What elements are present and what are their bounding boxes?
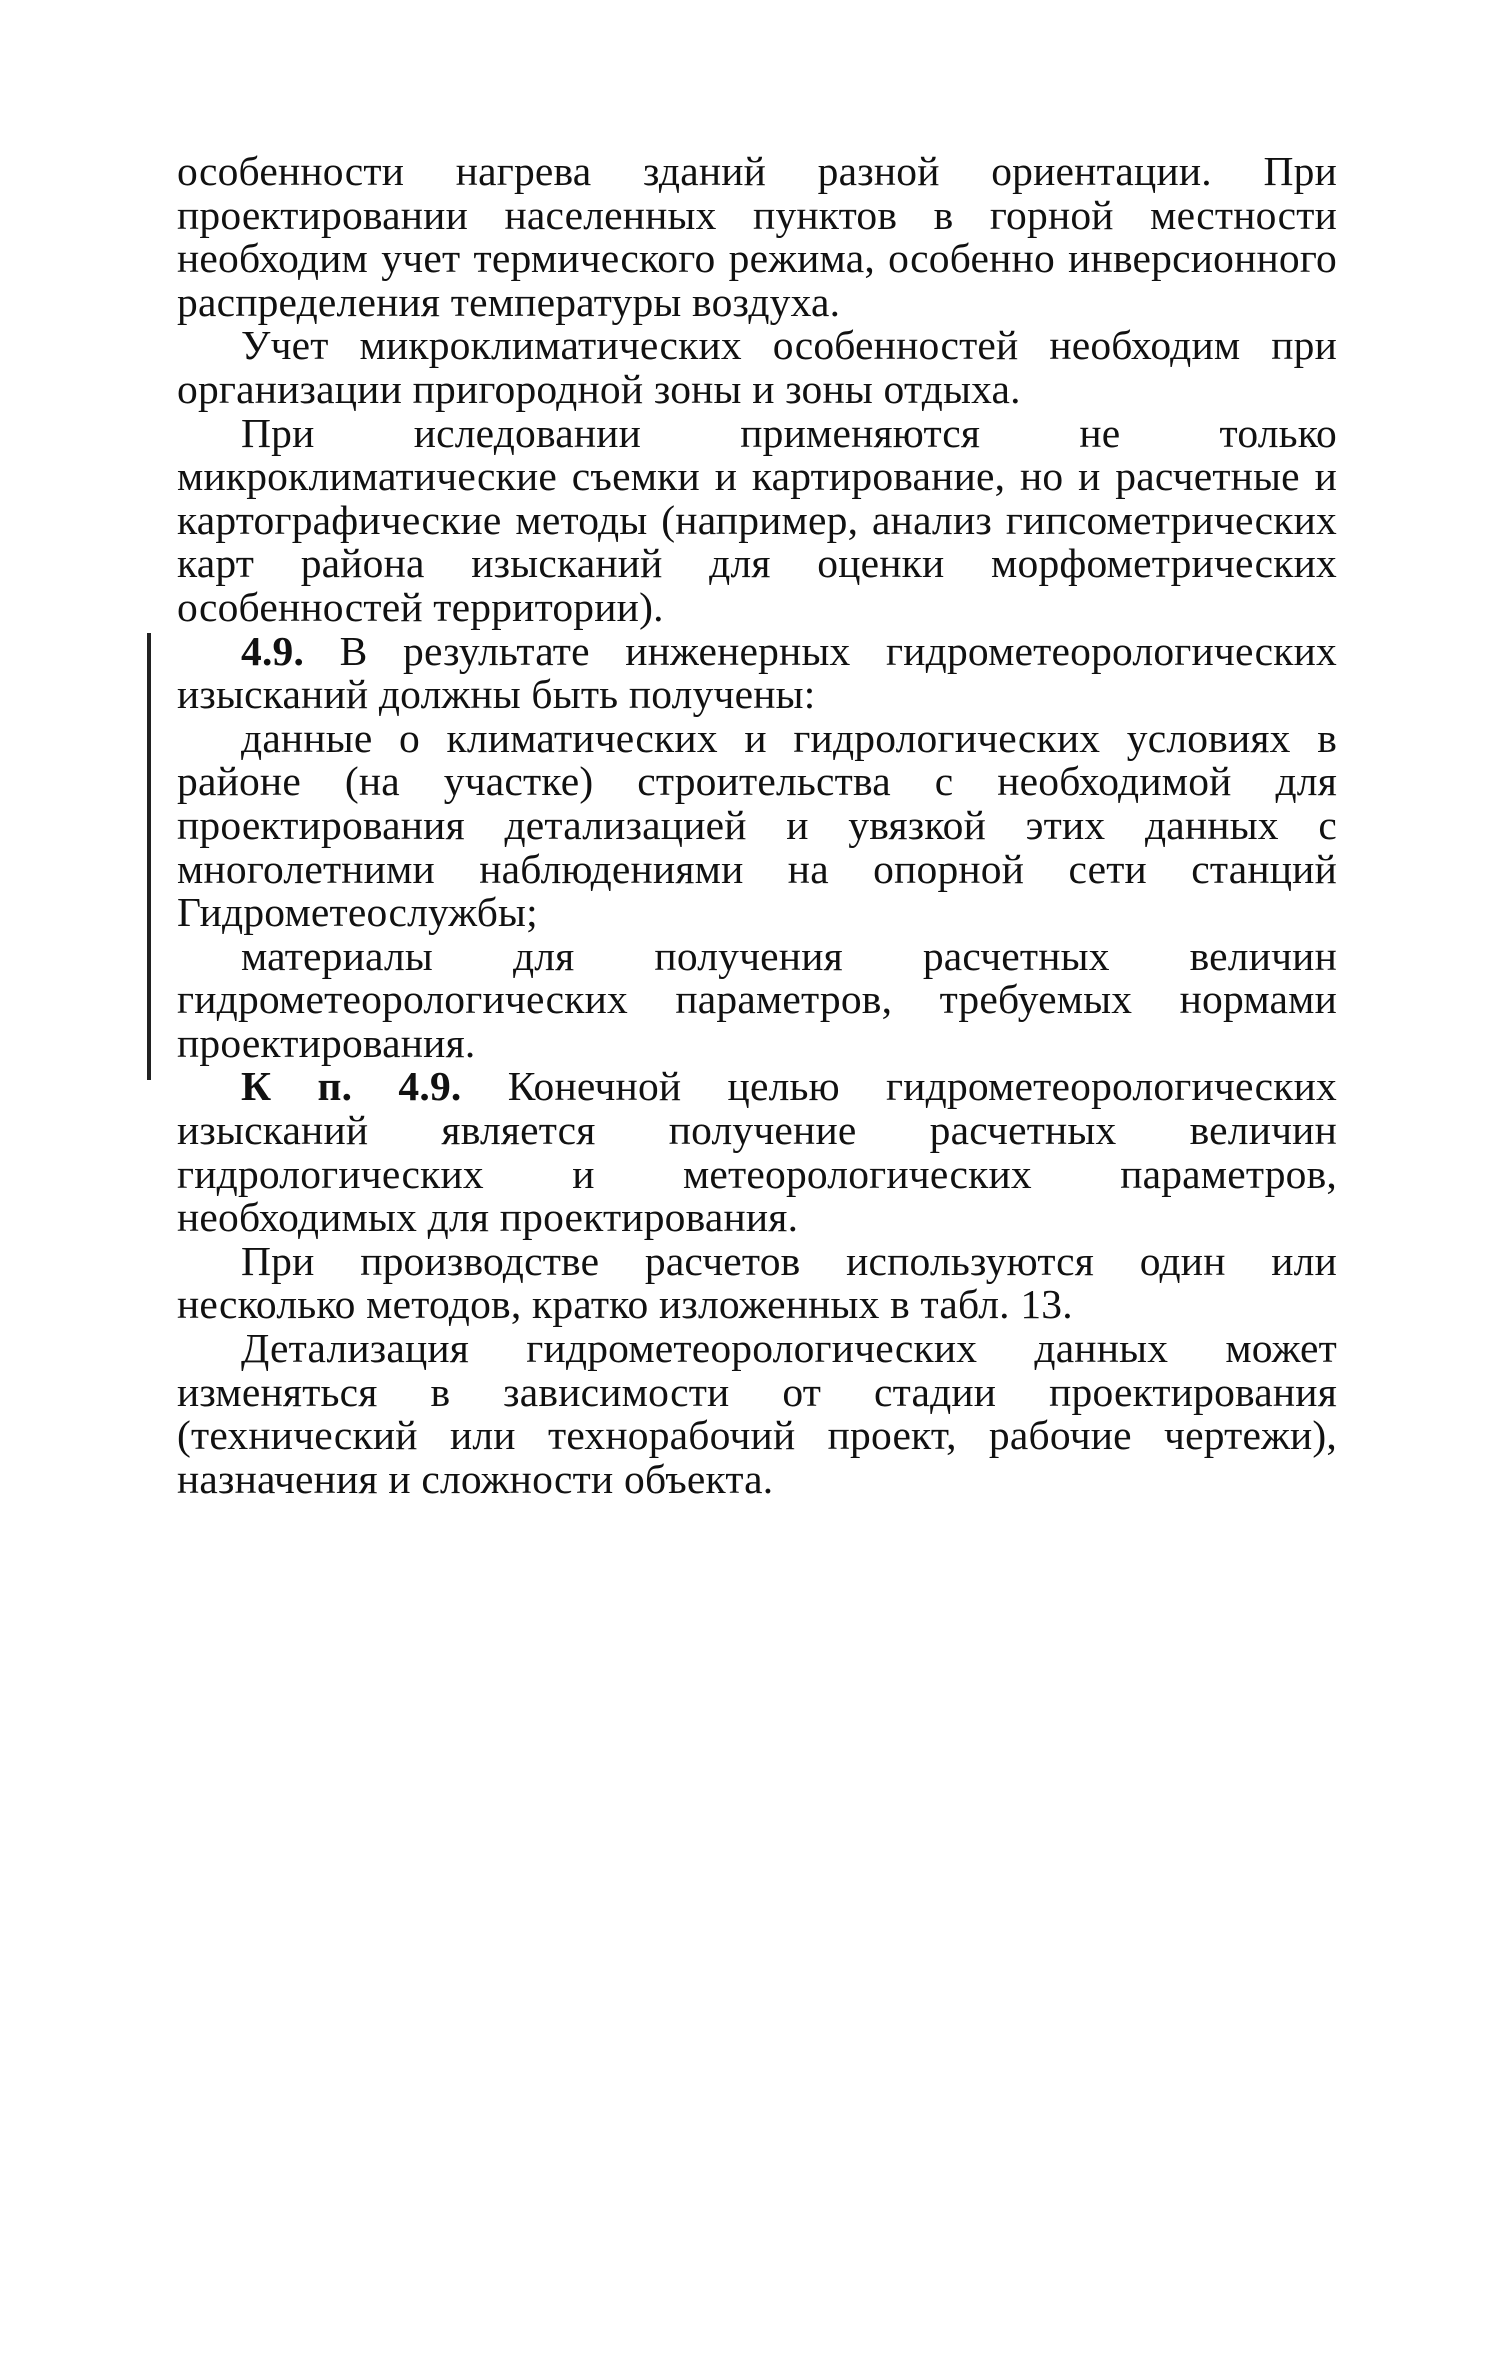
document-page [177,150,1337,1501]
paragraph-climate-data: данные о климатических и гидрологических условиях в районе (на участке) строительства с необходимой для проектирования детализацией и увязкой этих данных с многолетними наблюдениями на опорной сети станций Гидрометеослужбы; [177,714,1337,936]
paragraph-commentary-4-9 [177,1065,1337,1239]
commentary-reference: К п. 4.9. [241,1063,462,1110]
paragraph-research-methods: При иследовании применяются не только микроклиматические съемки и картирование, но и расчетные и картографические методы (например, анализ гипсометрических карт района изысканий для оценки морфометрических особенностей территории). [177,409,1337,630]
paragraph-heating-orientation: особенности нагрева зданий разной ориентации. При проектировании населенных пунктов в горной местности необходим учет термического режима, особенно инверсионного распределения температуры воздуха. [177,148,1337,325]
paragraph-materials: материалы для получения расчетных величин гидрометеорологических параметров, требуемых нормами проектирования. [177,932,1337,1066]
revision-margin-bar [147,633,151,1080]
paragraph-microclimate-zones: Учет микроклиматических особенностей необходим при организации пригородной зоны и зоны отдыха. [177,322,1337,412]
paragraph-section-4-9 [177,627,1337,718]
commentary-text: Конечной целью гидрометеорологических изысканий является получение расчетных величин гидрологических и метеорологических параметров, необходимых для проектирования. [177,1063,1337,1241]
paragraph-calculation-methods: При производстве расчетов используются один или несколько методов, кратко изложенных в табл. 13. [177,1237,1337,1328]
section-text: В результате инженерных гидрометеорологических изысканий должны быть получены: [177,627,1337,718]
section-number: 4.9. [241,627,305,674]
paragraph-detailing: Детализация гидрометеорологических данных может изменяться в зависимости от стадии проектирования (технический или технорабочий проект, рабочие чертежи), назначения и сложности объекта. [177,1325,1337,1502]
